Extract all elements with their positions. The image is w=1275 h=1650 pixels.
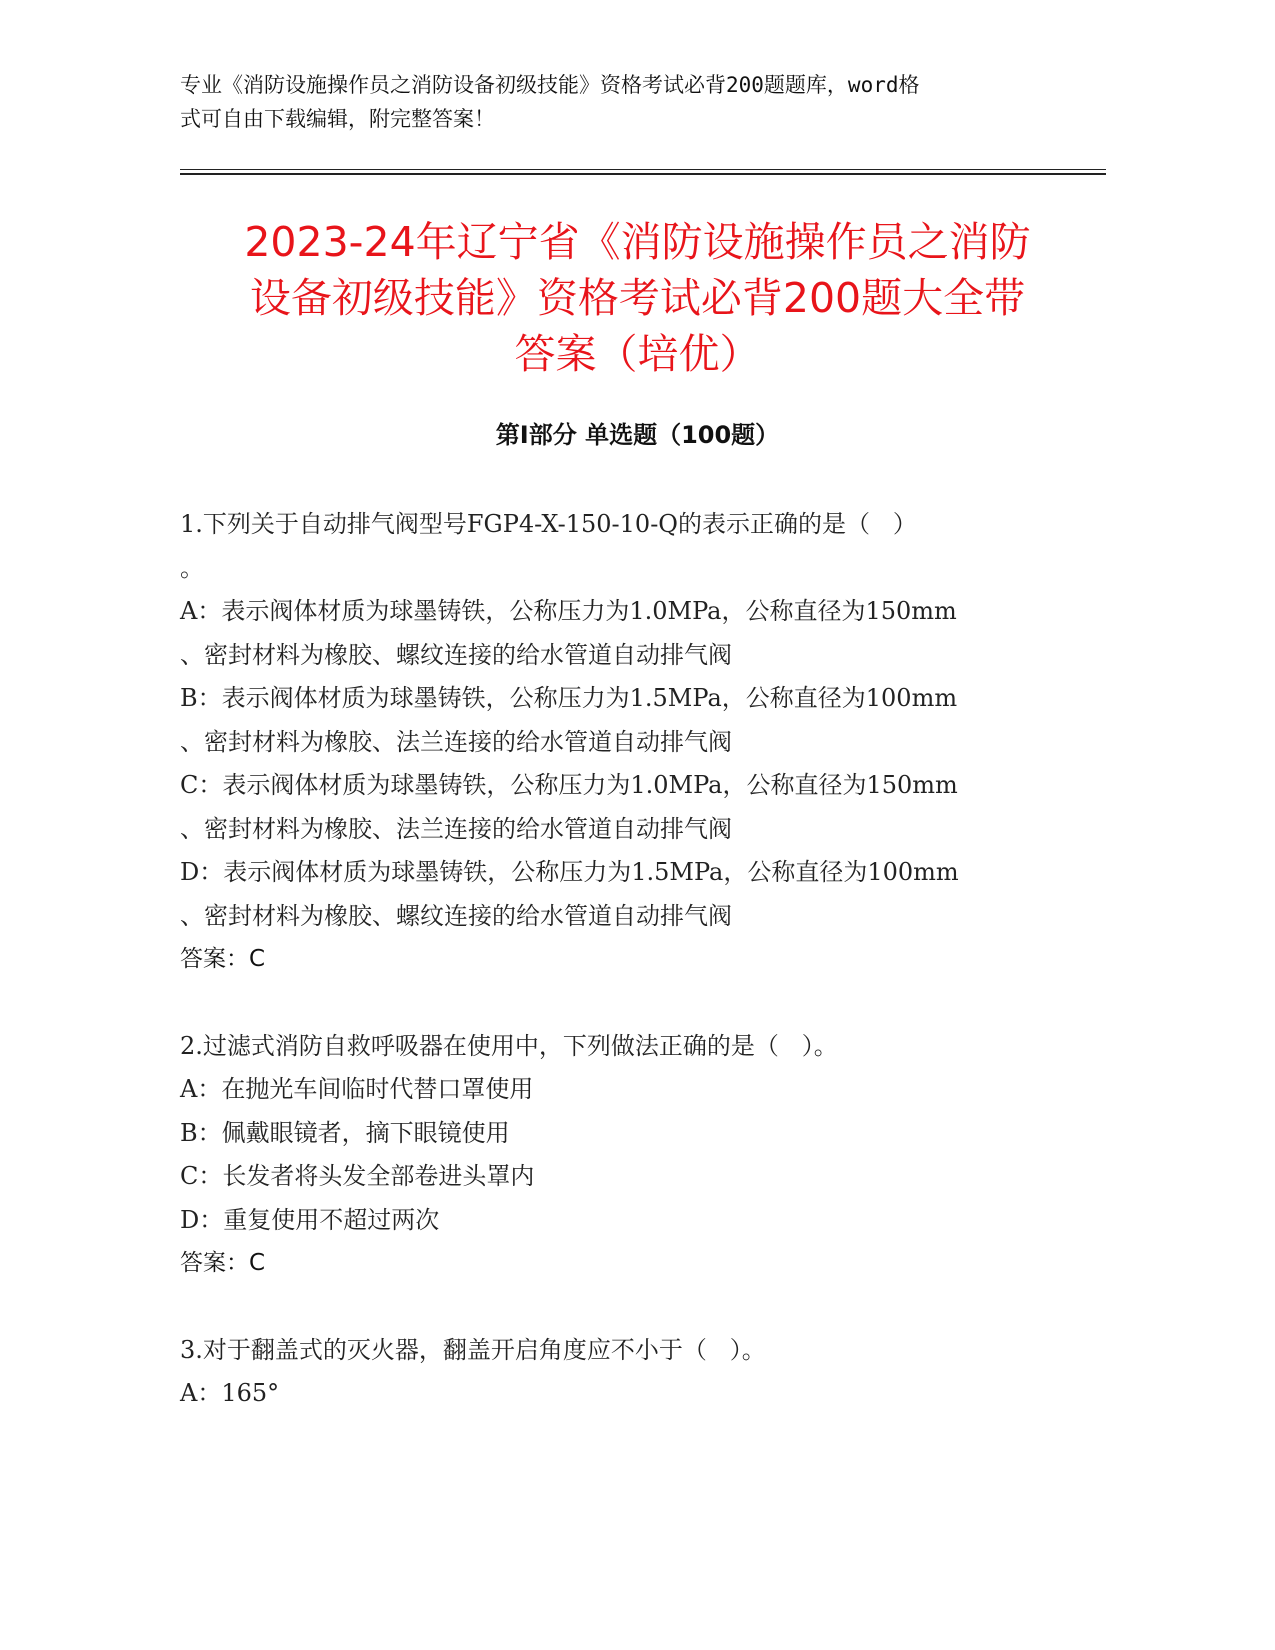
option-d: D：重复使用不超过两次 — [180, 1205, 440, 1234]
option-text: A：表示阀体材质为球墨铸铁，公称压力为1.0MPa，公称直径为150mm — [180, 597, 957, 625]
spacer — [180, 1286, 1040, 1329]
question-3 — [180, 1329, 1040, 1416]
option-a: A：165° — [180, 1379, 280, 1407]
option-text: B：表示阀体材质为球墨铸铁，公称压力为1.5MPa，公称直径为100mm — [180, 684, 958, 712]
option-d — [180, 851, 1040, 938]
option-c — [180, 764, 1040, 851]
option-text: D：表示阀体材质为球墨铸铁，公称压力为1.5MPa，公称直径为100mm — [180, 858, 959, 886]
question-stem: 3.对于翻盖式的灭火器，翻盖开启角度应不小于（ ）。 — [180, 1335, 766, 1364]
option-c: C：长发者将头发全部卷进头罩内 — [180, 1162, 535, 1190]
option-text: 、密封材料为橡胶、螺纹连接的给水管道自动排气阀 — [180, 901, 732, 930]
option-text: 、密封材料为橡胶、螺纹连接的给水管道自动排气阀 — [180, 640, 732, 669]
section-heading: 第Ⅰ部分 单选题（100题） — [495, 421, 780, 449]
header-note — [180, 68, 1040, 136]
document-title — [150, 214, 1125, 382]
question-list — [180, 503, 1040, 1416]
question-stem: 2.过滤式消防自救呼吸器在使用中，下列做法正确的是（ ）。 — [180, 1031, 838, 1060]
option-b: B：佩戴眼镜者，摘下眼镜使用 — [180, 1118, 510, 1147]
option-text: 、密封材料为橡胶、法兰连接的给水管道自动排气阀 — [180, 727, 732, 756]
title-line: 答案（培优） — [514, 330, 761, 378]
header-rule-thick — [180, 173, 1106, 175]
answer-label: 答案：C — [180, 946, 266, 972]
header-rule-thin — [180, 169, 1106, 170]
option-a: A：在抛光车间临时代替口罩使用 — [180, 1075, 534, 1103]
title-line: 设备初级技能》资格考试必背200题大全带 — [249, 274, 1026, 322]
option-text: 、密封材料为橡胶、法兰连接的给水管道自动排气阀 — [180, 814, 732, 843]
question-stem: 1.下列关于自动排气阀型号FGP4-X-150-10-Q的表示正确的是（ ） — [180, 510, 917, 538]
option-a — [180, 590, 1040, 677]
header-note-line: 专业《消防设施操作员之消防设备初级技能》资格考试必背200题题库，word格 — [180, 73, 920, 97]
header-note-line: 式可自由下载编辑，附完整答案！ — [180, 107, 495, 131]
option-b — [180, 677, 1040, 764]
spacer — [180, 982, 1040, 1025]
question-stem: 。 — [180, 553, 204, 582]
option-text: C：表示阀体材质为球墨铸铁，公称压力为1.0MPa，公称直径为150mm — [180, 771, 958, 799]
answer-label: 答案：C — [180, 1250, 266, 1276]
title-line: 2023-24年辽宁省《消防设施操作员之消防 — [244, 218, 1031, 266]
question-1 — [180, 503, 1040, 982]
question-2 — [180, 1025, 1040, 1286]
